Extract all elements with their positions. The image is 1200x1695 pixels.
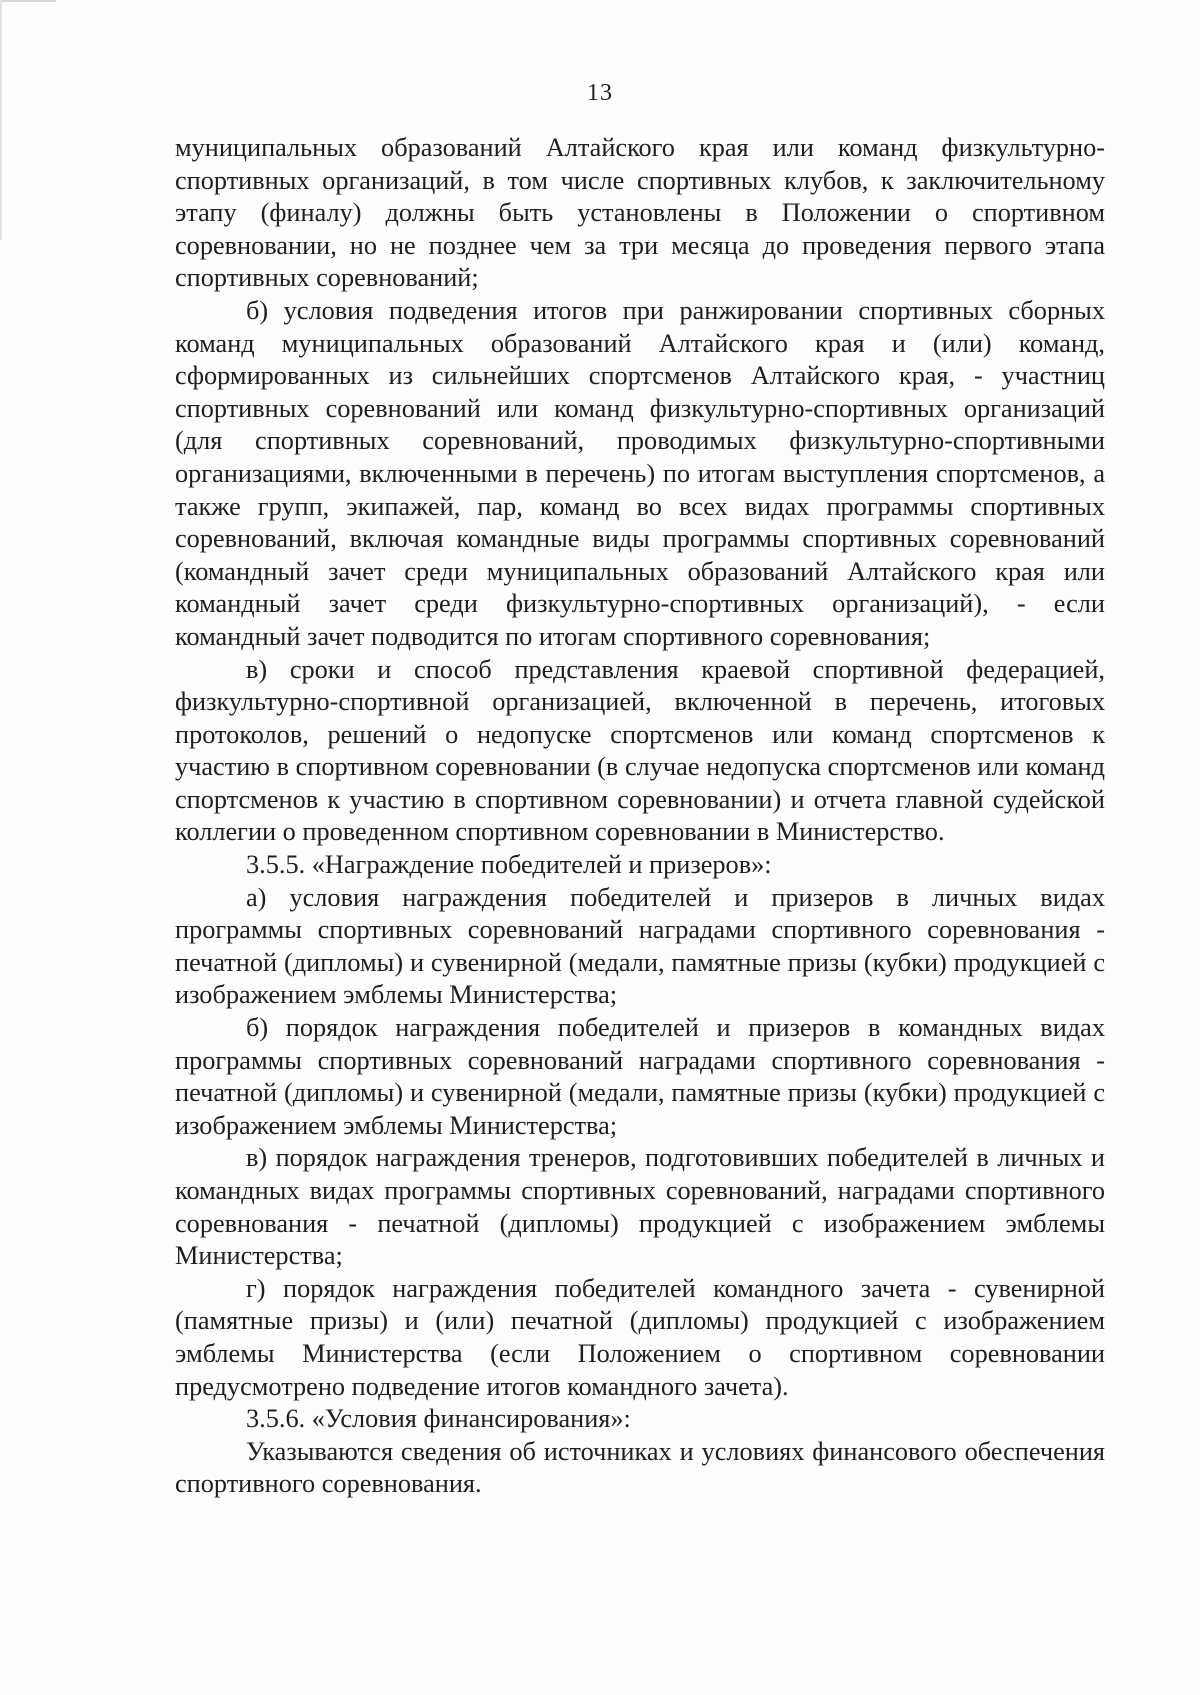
document-body: [175, 132, 1105, 1501]
paragraph-financing: Указываются сведения об источниках и условиях финансового обеспечения спортивного соревнования.: [175, 1436, 1105, 1499]
paragraph-item-a: а) условия награждения победителей и призеров в личных видах программы спортивных соревнований наградами спортивного соревнования - печатной (дипломы) и сувенирной (медали, памятные призы (кубки) продукцией с изображением эмблемы Министерства;: [175, 882, 1105, 1010]
scan-edge-mark: [0, 0, 2, 240]
section-heading-3-5-5: 3.5.5. «Награждение победителей и призеров»:: [246, 850, 772, 880]
paragraph-item-g: г) порядок награждения победителей командного зачета - сувенирной (памятные призы) и (или) печатной (дипломы) продукцией с изображением эмблемы Министерства (если Положением о спортивном соревновании предусмотрено подведение итогов командного зачета).: [175, 1273, 1105, 1401]
paragraph-item-v: в) сроки и способ представления краевой спортивной федерацией, физкультурно-спортивной организацией, включенной в перечень, итоговых протоколов, решений о недопуске спортсменов или команд спортсменов к участию в спортивном соревновании (в случае недопуска спортсменов или команд спортсменов к участию в спортивном соревновании) и отчета главной судейской коллегии о проведенном спортивном соревновании в Министерство.: [175, 654, 1105, 847]
paragraph-continuation: муниципальных образований Алтайского края или команд физкультурно-спортивных организаций, в том числе спортивных клубов, к заключительному этапу (финалу) должны быть установлены в Положении о спортивном соревновании, но не позднее чем за три месяца до проведения первого этапа спортивных соревнований;: [175, 133, 1105, 293]
section-heading-3-5-6: 3.5.6. «Условия финансирования»:: [246, 1404, 631, 1434]
paragraph-item-v: в) порядок награждения тренеров, подготовивших победителей в личных и командных видах программы спортивных соревнований, наградами спортивного соревнования - печатной (дипломы) продукцией с изображением эмблемы Министерства;: [175, 1143, 1105, 1271]
paragraph-item-b: б) порядок награждения победителей и призеров в командных видах программы спортивных соревнований наградами спортивного соревнования - печатной (дипломы) и сувенирной (медали, памятные призы (кубки) продукцией с изображением эмблемы Министерства;: [175, 1013, 1105, 1140]
scan-edge-mark: [0, 0, 56, 2]
page-number: 13: [587, 80, 613, 106]
paragraph-item-b: б) условия подведения итогов при ранжировании спортивных сборных команд муниципальных образований Алтайского края и (или) команд, сформированных из сильнейших спортсменов Алтайского края, - участниц спортивных соревнований или команд физкультурно-спортивных организаций (для спортивных соревнований, проводимых физкультурно-спортивными организациями, включенными в перечень) по итогам выступления спортсменов, а также групп, экипажей, пар, команд во всех видах программы спортивных соревнований, включая командные виды программы спортивных соревнований (командный зачет среди муниципальных образований Алтайского края или командный зачет среди физкультурно-спортивных организаций), - если командный зачет подводится по итогам спортивного соревнования;: [175, 295, 1105, 651]
